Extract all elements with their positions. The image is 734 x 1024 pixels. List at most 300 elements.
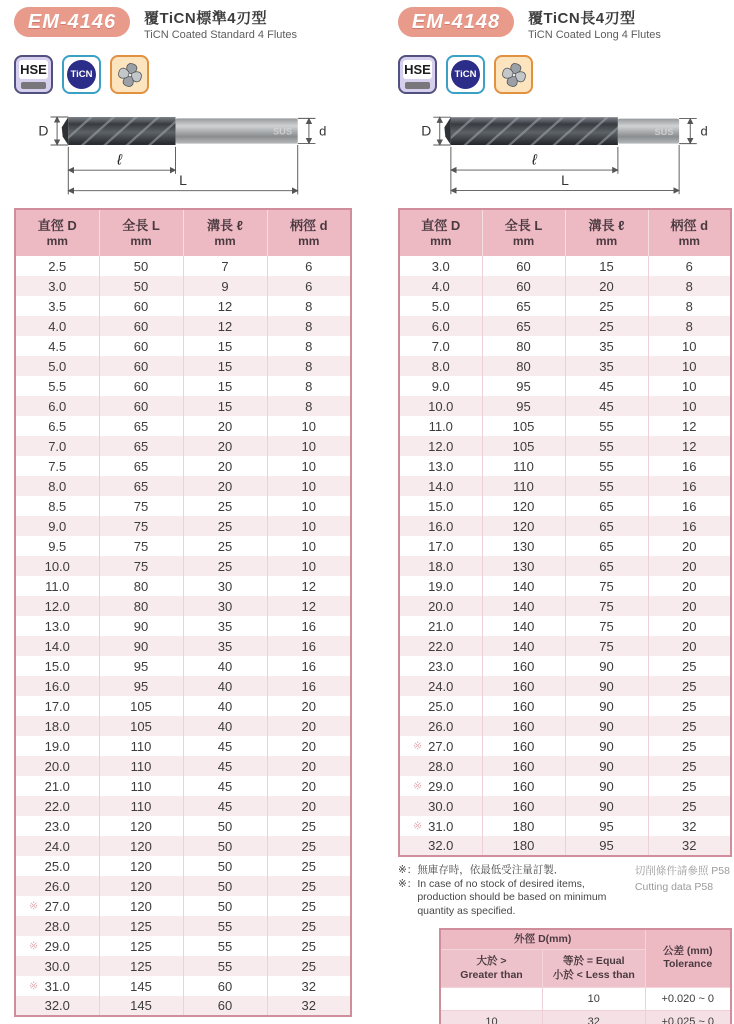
shank-diameter-cell: 25	[267, 816, 351, 836]
diameter-cell: 12.0	[15, 596, 99, 616]
diameter-cell: 26.0	[15, 876, 99, 896]
overall-length-cell: 80	[482, 336, 565, 356]
min-order-mark-icon: ※	[29, 900, 39, 913]
overall-length-cell: 90	[99, 636, 183, 656]
technical-drawing-long	[398, 103, 732, 200]
overall-length-cell: 95	[482, 376, 565, 396]
overall-length-cell: 160	[482, 796, 565, 816]
flute-length-cell: 30	[183, 576, 267, 596]
shank-diameter-cell: 8	[267, 356, 351, 376]
dim-label-flute-length: ℓ	[117, 151, 122, 169]
overall-length-cell: 160	[482, 716, 565, 736]
overall-length-cell: 145	[99, 976, 183, 996]
column-header: 直徑 D mm	[15, 209, 99, 256]
diameter-cell: 21.0	[399, 616, 482, 636]
diameter-cell: 13.0	[15, 616, 99, 636]
section-header	[398, 7, 732, 50]
product-title-en: TiCN Coated Long 4 Flutes	[528, 29, 661, 41]
flute-length-cell: 12	[183, 316, 267, 336]
shank-diameter-cell: 20	[267, 756, 351, 776]
diameter-cell: 4.5	[15, 336, 99, 356]
flute-length-cell: 15	[565, 256, 648, 276]
flute-length-cell: 90	[565, 676, 648, 696]
overall-length-cell: 80	[99, 576, 183, 596]
diameter-cell: ※ 29.0	[15, 936, 99, 956]
shank-diameter-cell: 25	[267, 896, 351, 916]
diameter-cell: 19.0	[399, 576, 482, 596]
brand-marking: SUS	[272, 126, 293, 137]
spec-row	[15, 456, 351, 476]
note-zh: ※： 無庫存時，依最低受注量訂製．	[398, 864, 565, 876]
spec-row	[399, 256, 731, 276]
hse-icon: HSE	[398, 55, 437, 94]
overall-length-cell: 65	[99, 456, 183, 476]
diameter-cell: 18.0	[15, 716, 99, 736]
spec-row	[399, 636, 731, 656]
flute-length-cell: 25	[183, 536, 267, 556]
overall-length-cell: 130	[482, 556, 565, 576]
spec-row	[399, 496, 731, 516]
cutting-data-reference: 切削條件請參照 P58 Cutting data P58	[634, 865, 730, 893]
diameter-cell: 25.0	[399, 696, 482, 716]
spec-row	[15, 296, 351, 316]
four-flutes-icon	[110, 55, 149, 94]
diameter-cell: ※ 31.0	[399, 816, 482, 836]
shank-diameter-cell: 12	[267, 596, 351, 616]
diameter-cell: 24.0	[399, 676, 482, 696]
spec-row	[399, 796, 731, 816]
min-order-mark-icon: ※	[413, 740, 423, 753]
spec-row	[15, 976, 351, 996]
flute-length-cell: 50	[183, 876, 267, 896]
dim-label-overall-length: L	[561, 171, 569, 188]
flute-length-cell: 95	[565, 836, 648, 856]
min-order-mark-icon: ※	[413, 780, 423, 793]
spec-row	[15, 876, 351, 896]
tolerance-row: 10 +0.020 ~ 0	[440, 988, 731, 1011]
spec-row	[15, 436, 351, 456]
shank-diameter-cell: 32	[648, 836, 731, 856]
spec-row	[399, 716, 731, 736]
spec-row	[15, 756, 351, 776]
spec-row	[399, 736, 731, 756]
overall-length-cell: 140	[482, 576, 565, 596]
flute-length-cell: 90	[565, 656, 648, 676]
shank-diameter-cell: 16	[648, 476, 731, 496]
overall-length-cell: 120	[99, 876, 183, 896]
diameter-cell: 9.0	[15, 516, 99, 536]
overall-length-cell: 65	[99, 416, 183, 436]
shank-diameter-cell: 25	[267, 856, 351, 876]
shank-diameter-cell: 12	[648, 436, 731, 456]
ticn-coating-icon: TiCN	[62, 55, 101, 94]
diameter-cell: 13.0	[399, 456, 482, 476]
flute-length-cell: 30	[183, 596, 267, 616]
diameter-cell: 22.0	[15, 796, 99, 816]
shank-diameter-cell: 20	[267, 696, 351, 716]
overall-length-cell: 60	[482, 256, 565, 276]
spec-row	[15, 816, 351, 836]
spec-row	[399, 356, 731, 376]
diameter-cell: ※ 27.0	[15, 896, 99, 916]
column-header: 溝長 ℓ mm	[183, 209, 267, 256]
dim-label-d: d	[319, 123, 327, 139]
dim-label-D: D	[421, 122, 432, 139]
shank-diameter-cell: 8	[648, 296, 731, 316]
product-title-zh: 覆TiCN長4刃型	[528, 10, 636, 27]
shank-diameter-cell: 16	[648, 456, 731, 476]
flute-length-cell: 25	[565, 296, 648, 316]
spec-row	[15, 276, 351, 296]
flute-length-cell: 15	[183, 376, 267, 396]
shank-diameter-cell: 25	[267, 876, 351, 896]
overall-length-cell: 180	[482, 816, 565, 836]
spec-table-em4148	[398, 208, 732, 857]
spec-row	[15, 896, 351, 916]
endmill-tip	[444, 117, 450, 145]
diameter-cell: 7.0	[399, 336, 482, 356]
column-header: 直徑 D mm	[399, 209, 482, 256]
diameter-cell: 16.0	[15, 676, 99, 696]
flute-length-cell: 20	[565, 276, 648, 296]
shank-diameter-cell: 16	[267, 616, 351, 636]
diameter-cell: 28.0	[15, 916, 99, 936]
overall-length-cell: 95	[99, 656, 183, 676]
spec-row	[399, 556, 731, 576]
overall-length-cell: 50	[99, 256, 183, 276]
spec-row	[15, 476, 351, 496]
overall-length-cell: 60	[99, 356, 183, 376]
flute-length-cell: 45	[565, 376, 648, 396]
shank-diameter-cell: 20	[648, 556, 731, 576]
spec-row	[399, 756, 731, 776]
flute-length-cell: 9	[183, 276, 267, 296]
flute-length-cell: 40	[183, 656, 267, 676]
tolerance-group-header: 外徑 D(mm)	[440, 929, 645, 950]
diameter-cell: 11.0	[15, 576, 99, 596]
flute-length-cell: 45	[183, 756, 267, 776]
spec-row	[399, 516, 731, 536]
overall-length-cell: 120	[99, 836, 183, 856]
overall-length-cell: 110	[99, 776, 183, 796]
notes	[398, 864, 732, 919]
flute-length-cell: 90	[565, 756, 648, 776]
spec-row	[399, 536, 731, 556]
diameter-cell: 16.0	[399, 516, 482, 536]
diameter-cell: 23.0	[15, 816, 99, 836]
product-code-badge: EM-4148	[398, 7, 514, 37]
spec-row	[399, 696, 731, 716]
flute-length-cell: 55	[565, 436, 648, 456]
overall-length-cell: 125	[99, 916, 183, 936]
diameter-cell: 3.5	[15, 296, 99, 316]
spec-row	[399, 436, 731, 456]
diameter-cell: 19.0	[15, 736, 99, 756]
shank-diameter-cell: 20	[267, 776, 351, 796]
shank-diameter-cell: 25	[648, 656, 731, 676]
spec-row	[399, 316, 731, 336]
diameter-cell: 14.0	[399, 476, 482, 496]
diameter-cell: 4.0	[15, 316, 99, 336]
shank-diameter-cell: 25	[267, 936, 351, 956]
flute-length-cell: 55	[565, 416, 648, 436]
flute-length-cell: 20	[183, 416, 267, 436]
shank-diameter-cell: 20	[267, 796, 351, 816]
diameter-cell: 25.0	[15, 856, 99, 876]
spec-row	[15, 416, 351, 436]
flute-length-cell: 25	[183, 556, 267, 576]
diameter-cell: 11.0	[399, 416, 482, 436]
diameter-cell: 5.5	[15, 376, 99, 396]
overall-length-cell: 160	[482, 676, 565, 696]
diameter-cell: 5.0	[15, 356, 99, 376]
diameter-cell: 2.5	[15, 256, 99, 276]
shank-diameter-cell: 25	[648, 796, 731, 816]
spec-row	[399, 596, 731, 616]
diameter-cell: ※ 31.0	[15, 976, 99, 996]
overall-length-cell: 120	[482, 516, 565, 536]
shank-diameter-cell: 20	[648, 616, 731, 636]
overall-length-cell: 110	[99, 756, 183, 776]
overall-length-cell: 65	[99, 476, 183, 496]
shank-diameter-cell: 8	[267, 316, 351, 336]
flute-length-cell: 60	[183, 976, 267, 996]
overall-length-cell: 120	[482, 496, 565, 516]
overall-length-cell: 140	[482, 616, 565, 636]
spec-row	[15, 776, 351, 796]
diameter-cell: 17.0	[399, 536, 482, 556]
diameter-cell: 20.0	[399, 596, 482, 616]
diameter-cell: 15.0	[15, 656, 99, 676]
spec-row	[15, 716, 351, 736]
diameter-cell: 12.0	[399, 436, 482, 456]
overall-length-cell: 145	[99, 996, 183, 1016]
spec-row	[15, 396, 351, 416]
overall-length-cell: 120	[99, 856, 183, 876]
overall-length-cell: 80	[99, 596, 183, 616]
overall-length-cell: 75	[99, 556, 183, 576]
overall-length-cell: 110	[99, 736, 183, 756]
flute-length-cell: 50	[183, 836, 267, 856]
diameter-cell: 6.5	[15, 416, 99, 436]
flute-length-cell: 40	[183, 676, 267, 696]
overall-length-cell: 65	[482, 316, 565, 336]
diameter-cell: 3.0	[399, 256, 482, 276]
overall-length-cell: 65	[482, 296, 565, 316]
overall-length-cell: 140	[482, 636, 565, 656]
shank-diameter-cell: 6	[267, 256, 351, 276]
flute-length-cell: 90	[565, 736, 648, 756]
diameter-cell: 26.0	[399, 716, 482, 736]
flute-length-cell: 25	[183, 496, 267, 516]
spec-row	[399, 456, 731, 476]
shank-diameter-cell: 6	[648, 256, 731, 276]
spec-row	[15, 996, 351, 1016]
flute-length-cell: 25	[565, 316, 648, 336]
diameter-cell: 30.0	[15, 956, 99, 976]
section-header	[14, 7, 352, 50]
overall-length-cell: 90	[99, 616, 183, 636]
diameter-cell: 5.0	[399, 296, 482, 316]
spec-row	[15, 316, 351, 336]
shank-diameter-cell: 12	[648, 416, 731, 436]
column-header: 溝長 ℓ mm	[565, 209, 648, 256]
overall-length-cell: 140	[482, 596, 565, 616]
shank-diameter-cell: 10	[267, 536, 351, 556]
flute-length-cell: 55	[183, 956, 267, 976]
brand-marking: SUS	[654, 126, 674, 137]
flute-length-cell: 20	[183, 456, 267, 476]
diameter-cell: 23.0	[399, 656, 482, 676]
shank-diameter-cell: 10	[267, 476, 351, 496]
overall-length-cell: 60	[99, 296, 183, 316]
spec-row	[15, 356, 351, 376]
note-en: ※： In case of no stock of desired items, production should be based on minimum quantity as specified.	[398, 877, 607, 917]
diameter-cell: 32.0	[15, 996, 99, 1016]
shank-diameter-cell: 8	[267, 396, 351, 416]
min-order-mark-icon: ※	[29, 980, 39, 993]
diameter-cell: 28.0	[399, 756, 482, 776]
diameter-cell: 3.0	[15, 276, 99, 296]
shank-diameter-cell: 8	[267, 336, 351, 356]
diameter-cell: 32.0	[399, 836, 482, 856]
shank-diameter-cell: 32	[267, 976, 351, 996]
column-header: 柄徑 d mm	[648, 209, 731, 256]
spec-row	[399, 836, 731, 856]
flute-length-cell: 75	[565, 576, 648, 596]
overall-length-cell: 110	[99, 796, 183, 816]
flute-length-cell: 20	[183, 436, 267, 456]
spec-row	[399, 676, 731, 696]
shank-diameter-cell: 20	[267, 716, 351, 736]
diameter-cell: 10.0	[399, 396, 482, 416]
hse-icon: HSE	[14, 55, 53, 94]
overall-length-cell: 125	[99, 956, 183, 976]
spec-row	[399, 416, 731, 436]
min-order-mark-icon: ※	[29, 940, 39, 953]
diameter-cell: 30.0	[399, 796, 482, 816]
flute-length-cell: 75	[565, 596, 648, 616]
overall-length-cell: 105	[482, 416, 565, 436]
flute-length-cell: 35	[565, 356, 648, 376]
feature-icons	[398, 55, 732, 94]
overall-length-cell: 60	[99, 336, 183, 356]
spec-row	[399, 476, 731, 496]
shank-diameter-cell: 20	[648, 576, 731, 596]
shank-diameter-cell: 25	[648, 736, 731, 756]
spec-row	[399, 336, 731, 356]
shank-diameter-cell: 16	[267, 656, 351, 676]
flute-length-cell: 50	[183, 896, 267, 916]
shank-diameter-cell: 10	[648, 356, 731, 376]
flute-length-cell: 50	[183, 816, 267, 836]
flute-length-cell: 15	[183, 356, 267, 376]
spec-row	[15, 376, 351, 396]
section-em4148	[367, 0, 734, 1024]
overall-length-cell: 75	[99, 536, 183, 556]
spec-row	[399, 376, 731, 396]
spec-row	[399, 776, 731, 796]
spec-row	[399, 296, 731, 316]
shank-diameter-cell: 16	[267, 676, 351, 696]
dim-label-d: d	[700, 123, 708, 139]
shank-diameter-cell: 25	[648, 776, 731, 796]
shank-diameter-cell: 25	[648, 756, 731, 776]
shank-diameter-cell: 25	[648, 676, 731, 696]
diameter-cell: 7.5	[15, 456, 99, 476]
overall-length-cell: 95	[99, 676, 183, 696]
flute-length-cell: 25	[183, 516, 267, 536]
shank-diameter-cell: 20	[648, 636, 731, 656]
overall-length-cell: 60	[99, 396, 183, 416]
overall-length-cell: 50	[99, 276, 183, 296]
spec-row	[15, 696, 351, 716]
overall-length-cell: 160	[482, 656, 565, 676]
spec-row	[15, 936, 351, 956]
diameter-cell: 14.0	[15, 636, 99, 656]
flute-length-cell: 75	[565, 616, 648, 636]
overall-length-cell: 160	[482, 736, 565, 756]
spec-row	[15, 536, 351, 556]
flute-length-cell: 65	[565, 496, 648, 516]
spec-row	[399, 616, 731, 636]
flute-length-cell: 15	[183, 396, 267, 416]
diameter-cell: 9.0	[399, 376, 482, 396]
overall-length-cell: 75	[99, 496, 183, 516]
flute-length-cell: 35	[183, 636, 267, 656]
shank-diameter-cell: 10	[267, 516, 351, 536]
diameter-cell: 8.5	[15, 496, 99, 516]
shank-diameter-cell: 10	[267, 556, 351, 576]
spec-row	[15, 656, 351, 676]
flute-length-cell: 55	[565, 476, 648, 496]
diameter-cell: 4.0	[399, 276, 482, 296]
spec-row	[15, 856, 351, 876]
flute-length-cell: 15	[183, 336, 267, 356]
flute-length-cell: 7	[183, 256, 267, 276]
endmill-tip	[62, 117, 69, 145]
spec-row	[15, 636, 351, 656]
overall-length-cell: 60	[99, 376, 183, 396]
column-header: 全長 L mm	[482, 209, 565, 256]
spec-row	[15, 556, 351, 576]
spec-row	[15, 836, 351, 856]
diameter-cell: 22.0	[399, 636, 482, 656]
spec-row	[15, 676, 351, 696]
flute-length-cell: 35	[565, 336, 648, 356]
diameter-cell: 6.0	[399, 316, 482, 336]
dim-label-flute-length: ℓ	[531, 152, 537, 169]
flute-length-cell: 45	[565, 396, 648, 416]
overall-length-cell: 105	[99, 716, 183, 736]
diameter-cell: 20.0	[15, 756, 99, 776]
diameter-cell: ※ 27.0	[399, 736, 482, 756]
product-titles	[528, 7, 661, 41]
shank-diameter-cell: 10	[648, 376, 731, 396]
spec-row	[15, 736, 351, 756]
dim-label-D: D	[38, 122, 49, 139]
shank-diameter-cell: 10	[267, 456, 351, 476]
four-flutes-icon	[494, 55, 533, 94]
spec-row	[399, 396, 731, 416]
flute-length-cell: 45	[183, 776, 267, 796]
overall-length-cell: 180	[482, 836, 565, 856]
overall-length-cell: 120	[99, 896, 183, 916]
spec-row	[15, 576, 351, 596]
overall-length-cell: 130	[482, 536, 565, 556]
min-order-mark-icon: ※	[413, 820, 423, 833]
flute-length-cell: 75	[565, 636, 648, 656]
